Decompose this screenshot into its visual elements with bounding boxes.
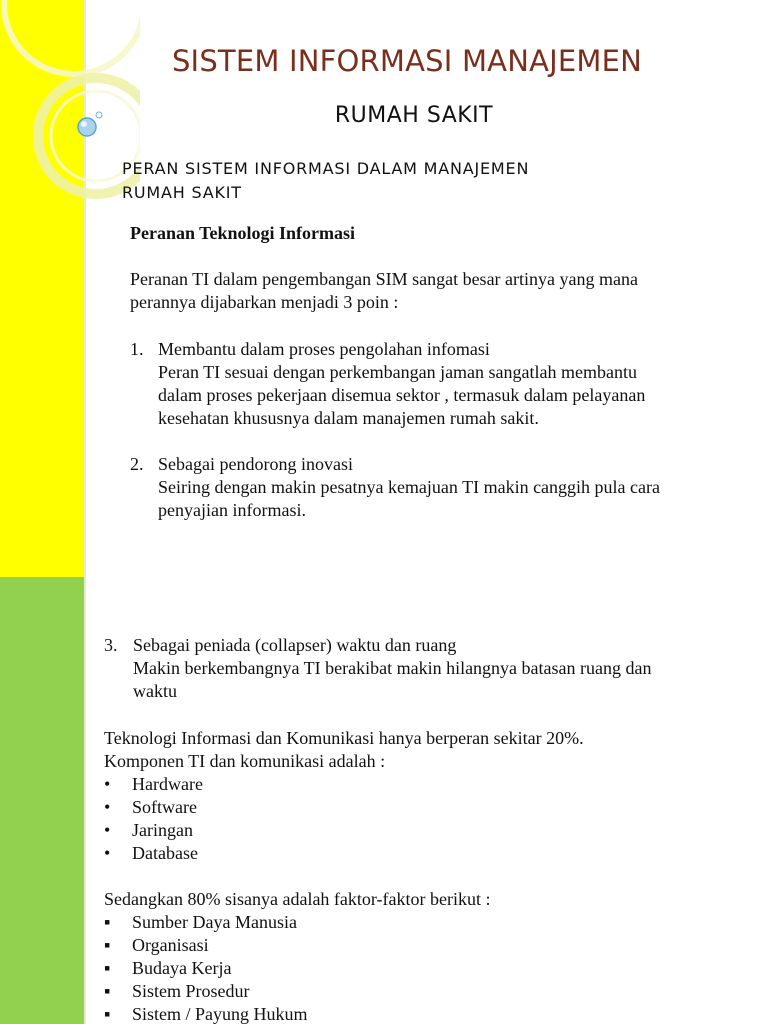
slide-2 [0, 577, 768, 1024]
components-intro: Teknologi Informasi dan Komunikasi hanya berperan sekitar 20%. Komponen TI dan komunikasi adalah : [104, 728, 584, 771]
list-item: • Hardware [104, 774, 203, 794]
list-item: ▪ Budaya Kerja [104, 958, 232, 978]
list-item: 1. Membantu dalam proses pengolahan infomasi Peran TI sesuai dengan perkembangan jaman sangatlah membantu dalam proses pekerjaan disemua sektor , termasuk dalam pelayanan kesehatan khususnya dalam manajemen rumah sakit. [130, 339, 646, 428]
list-item: ▪ Sistem Prosedur [104, 981, 250, 1001]
bullet-dot-icon: • [104, 797, 111, 817]
list-item: ▪ Sumber Daya Manusia [104, 912, 297, 932]
list-item: 2. Sebagai pendorong inovasi Seiring dengan makin pesatnya kemajuan TI makin canggih pula cara penyajian informasi. [130, 454, 660, 520]
list-item: ▪ Sistem / Payung Hukum [104, 1004, 308, 1024]
section-heading: PERAN SISTEM INFORMASI DALAM MANAJEMEN RUMAH SAKIT [122, 159, 530, 202]
factors-list [104, 911, 308, 1024]
list-item: ▪ Organisasi [104, 935, 209, 955]
page-subtitle: RUMAH SAKIT [334, 103, 494, 128]
list-item: 3. Sebagai peniada (collapser) waktu dan ruang Makin berkembangnya TI berakibat makin hilangnya batasan ruang dan waktu [104, 635, 652, 701]
bold-heading: Peranan Teknologi Informasi [130, 223, 356, 243]
bullet-square-icon: ▪ [104, 1004, 111, 1024]
components-list [104, 773, 203, 865]
bullet-dot-icon: • [104, 820, 111, 840]
bullet-square-icon: ▪ [104, 958, 111, 978]
decorative-rings-icon [0, 0, 140, 200]
bullet-dot-icon: • [104, 774, 111, 794]
page-title: SISTEM INFORMASI MANAJEMEN [171, 44, 643, 78]
list-item: • Database [104, 843, 198, 863]
bullet-square-icon: ▪ [104, 935, 111, 955]
list-item: • Software [104, 797, 197, 817]
bullet-square-icon: ▪ [104, 912, 111, 932]
intro-paragraph: Peranan TI dalam pengembangan SIM sangat besar artinya yang mana perannya dijabarkan menjadi 3 poin : [130, 269, 638, 312]
bullet-dot-icon: • [104, 843, 111, 863]
green-side-band [0, 577, 84, 1024]
bullet-square-icon: ▪ [104, 981, 111, 1001]
list-item: • Jaringan [104, 820, 193, 840]
factors-intro: Sedangkan 80% sisanya adalah faktor-faktor berikut : [104, 889, 491, 909]
